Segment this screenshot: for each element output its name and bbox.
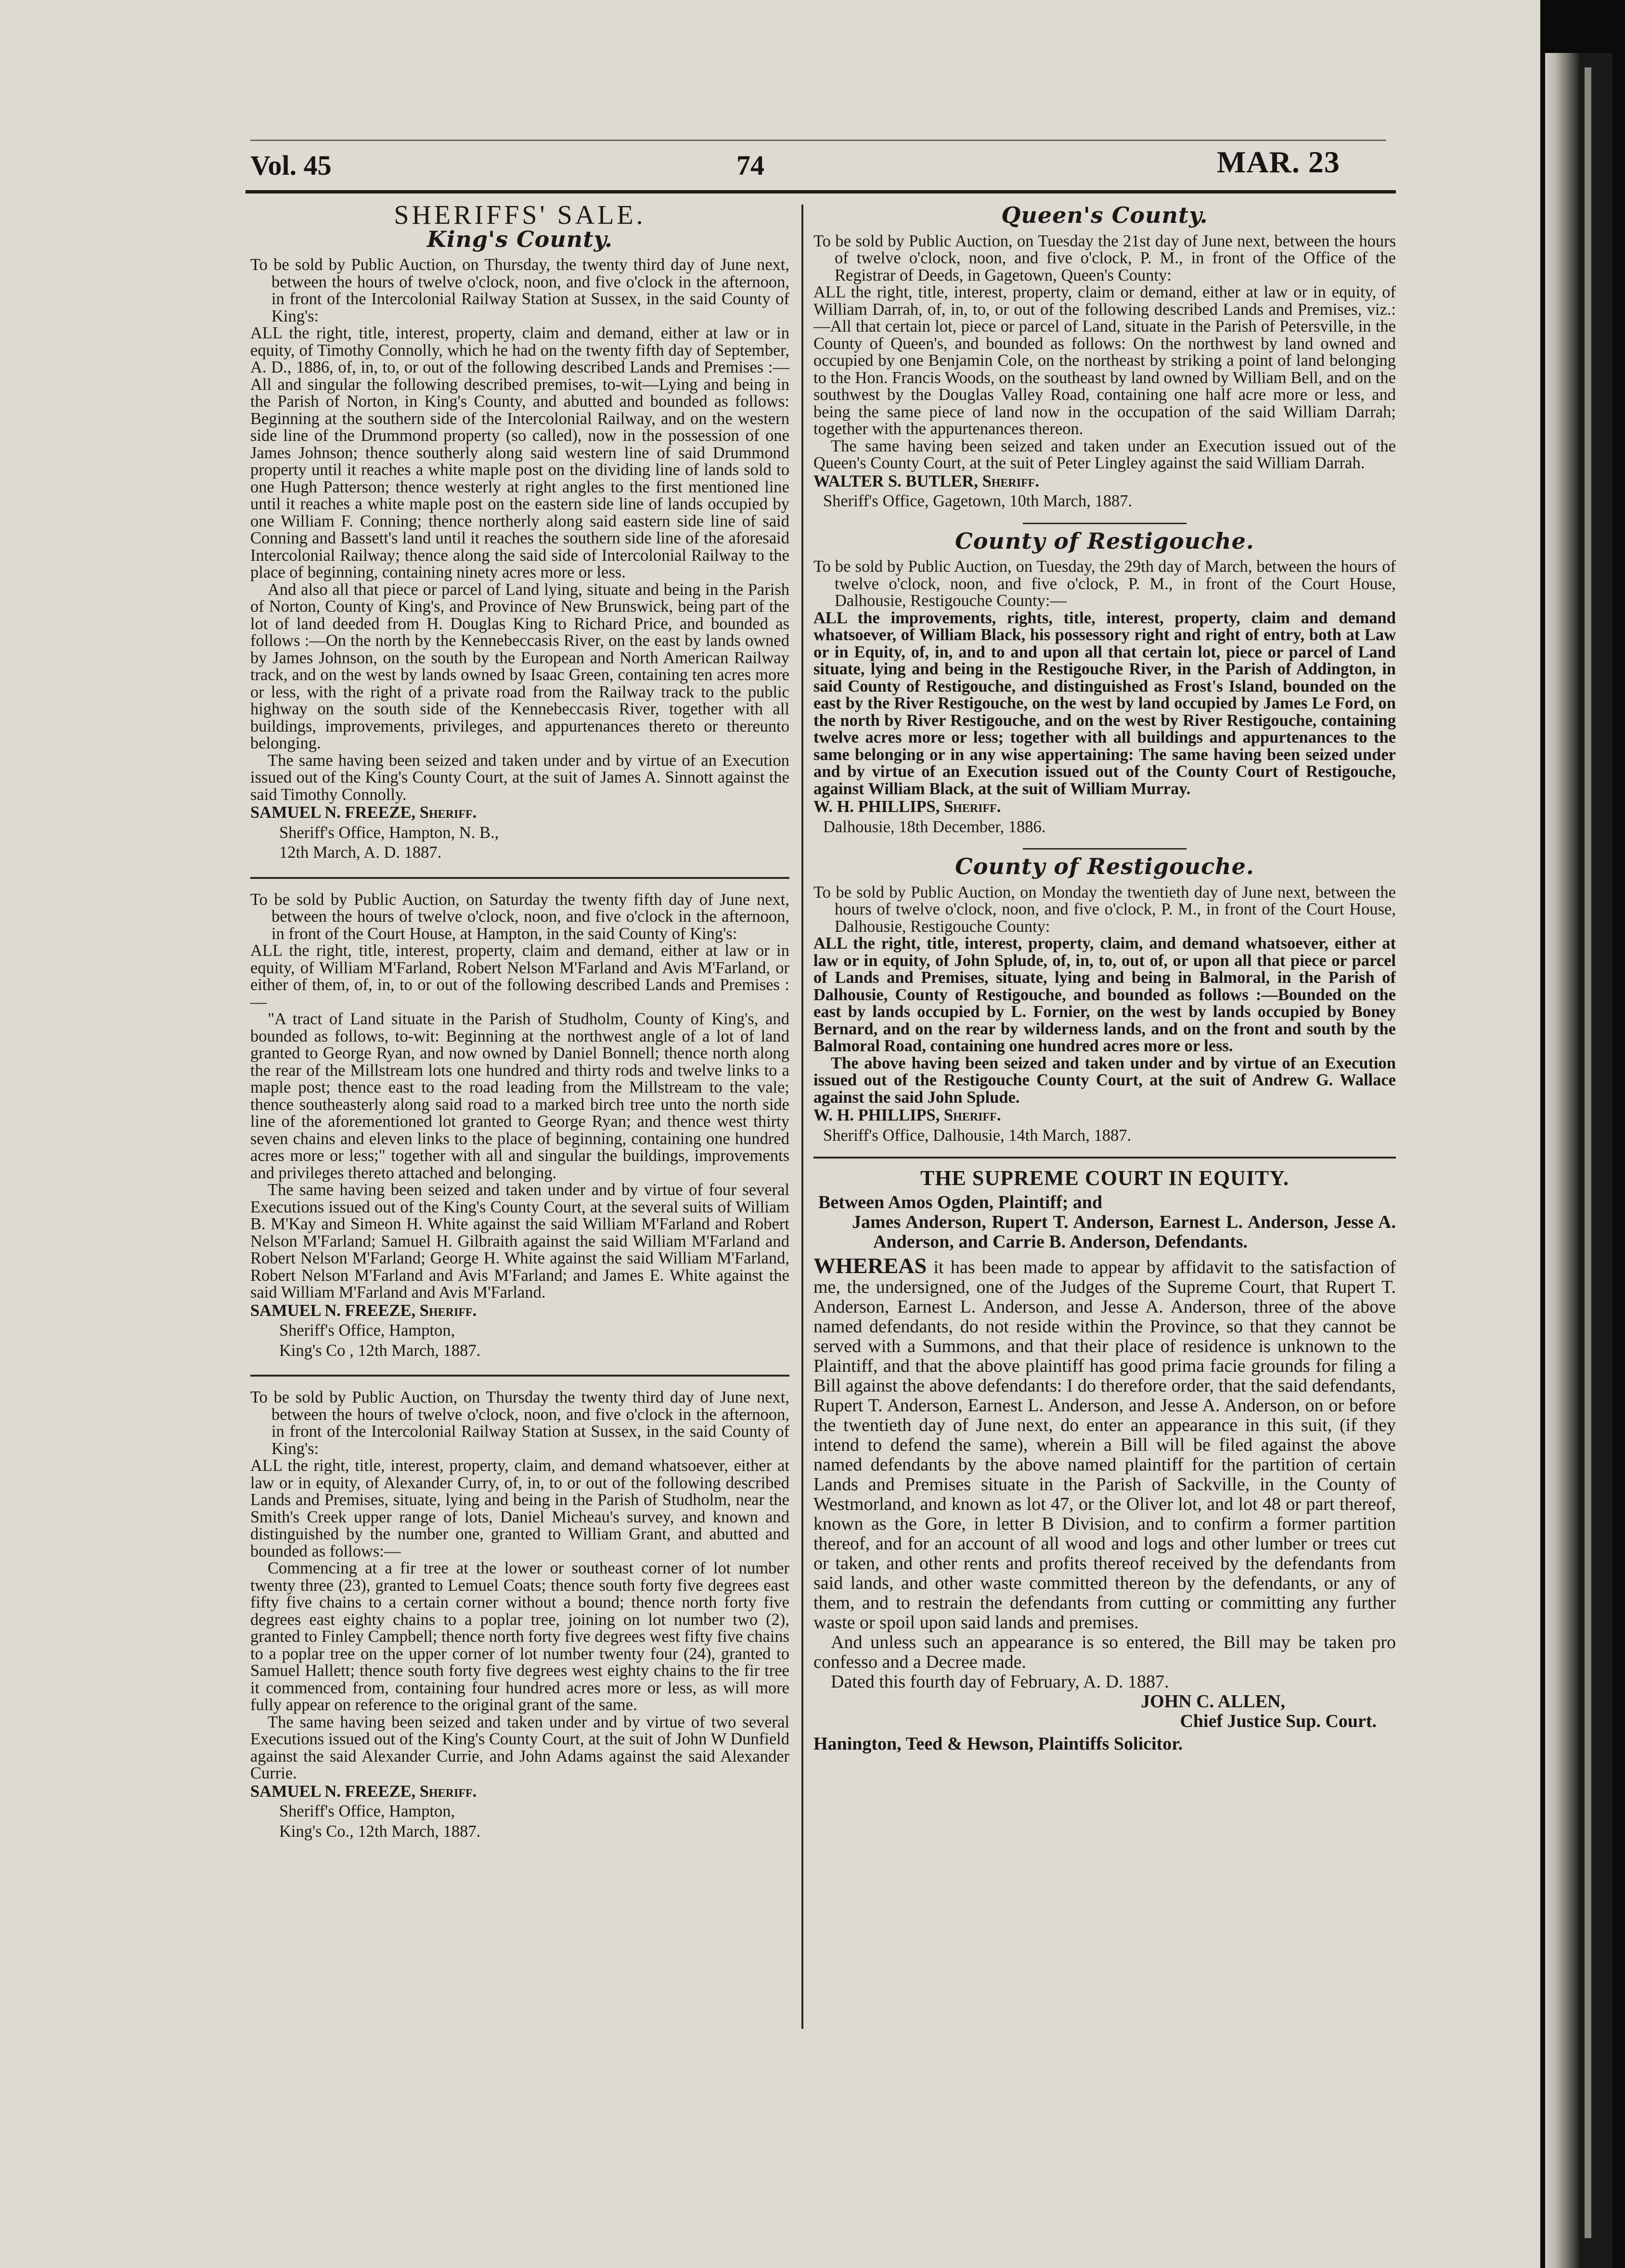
header-top-rule [250, 140, 1386, 141]
sheriff-signature: SAMUEL N. FREEZE, Sheriff. [250, 1301, 477, 1320]
page-number: 74 [736, 150, 764, 181]
restigouche-heading: County of Restigouche. [955, 528, 1254, 554]
notice-supreme-court: THE SUPREME COURT IN EQUITY. Between Amos Ogden, Plaintiff; and James Anderson, Rupert T. Anderson, Earnest L. Anderson, Jesse A. Anderson, and Carrie B. Anderson, Defendants. WHEREAS it has been made to appear by affidavit to the satisfaction of me, the undersigned, one of the Judges of the Supreme Court, that Rupert T. Anderson, Earnest L. Anderson, and Jesse A. Anderson, three of the above named defendants, do not reside within the Province, so that they cannot be served with a Summons, and that their place of residence is unknown to the Plaintiff, and that the above plaintiff has good prima facie grounds for filing a Bill against the above defendants: I do therefore order, that the said defendants, Rupert T. Anderson, Earnest L. Anderson, and Jesse A. Anderson, on or before the twentieth day of June next, do enter an appearance in this suit, (if they intend to defend the same), wherein a Bill will be filed against the above named defendants by the above named plaintiff for the partition of certain Lands and Premises situate in the Parish of Sackville, in the County of Westmorland, and known as lot 47, or the Oliver lot, and lot 48 or part thereof, known as the Gore, in letter B Division, and to confirm a former partition thereof, and for an account of all wood and logs and other lumber or trees cut or taken, and other rents and profits thereof received by the defendants from said lands, and other waste committed thereon by the defendants, or any of them, and to restrain the defendants from cutting or committing any further waste or spoil upon said lands and premises. And unless such an appearance is so entered, the Bill may be taken pro confesso and a Decree made. Dated this fourth day of February, A. D. 1887. JOHN C. ALLEN, Chief Justice Sup. Court. Hanington, Teed & Hewson, Plaintiffs Solicitor. [813, 1166, 1396, 1754]
kings-county-heading: King's County. [427, 226, 613, 252]
notice-separator [1023, 848, 1187, 850]
issue-date: MAR. 23 [1217, 145, 1340, 179]
notice-restigouche-black: County of Restigouche. To be sold by Public Auction, on Tuesday, the 29th day of March, between the hours of twelve o'clock, noon, and five o'clock, P. M., in front of the Court House, Dalhousie, Restigouche County:— ALL the improvements, rights, title, interest, property, claim and demand whatsoever, of William Black, his possessory right and right of entry, both at Law or in Equity, of, in, and to and upon all that certain lot, piece or parcel of Land situate, lying and being in the Restigouche River, in the Parish of Addington, in said County of Restigouche, and distinguished as Frost's Island, bounded on the east by the River Restigouche, on the west by land occupied by James Le Ford, on the north by River Restigouche, and on the west by River Restigouche, containing twelve acres more or less; together with all buildings and appurtenances to the same belonging or in any wise appertaining: The same having been seized under and by virtue of an Execution issued out of the County Court of Restigouche, against William Black, at the suit of William Murray. W. H. PHILLIPS, Sheriff. Dalhousie, 18th December, 1886. [813, 528, 1396, 836]
court-heading: THE SUPREME COURT IN EQUITY. [920, 1166, 1290, 1190]
column-divider [801, 205, 803, 2029]
right-column [813, 202, 1396, 1754]
notice-queens: Queen's County. To be sold by Public Auction, on Tuesday the 21st day of June next, between the hours of twelve o'clock, noon, and five o'clock, P. M., in front of the Office of the Registrar of Deeds, in Gagetown, Queen's County: ALL the right, title, interest, property, claim or demand, either at law or in equity, of William Darrah, of, in, to, or out of the following described Lands and Premises, viz.:—All that certain lot, piece or parcel of Land, situate in the Parish of Petersville, in the County of Queen's, and bounded as follows: On the northwest by land owned and occupied by one Benjamin Cole, on the northeast by striking a point of land belonging to the Hon. Francis Woods, on the southeast by land owned by William Bell, and on the southwest by the Douglas Valley Road, containing one half acre more or less, and being the same piece of land now in the occupation of the said William Darrah; together with the appurtenances thereon. The same having been seized and taken under an Execution issued out of the Queen's County Court, at the suit of Peter Lingley against the said William Darrah. WALTER S. BUTLER, Sheriff. Sheriff's Office, Gagetown, 10th March, 1887. [813, 202, 1396, 510]
sheriff-signature: W. H. PHILLIPS, Sheriff. [813, 1106, 1001, 1124]
notice-mfarland: To be sold by Public Auction, on Saturday the twenty fifth day of June next, between the hours of twelve o'clock, noon, and five o'clock in the afternoon, in front of the Court House, at Hampton, in the said County of King's: ALL the right, title, interest, property, claim and demand, either at law or in equity, of William M'Farland, Robert Nelson M'Farland and Avis M'Farland, or either of them, of, in, to or out of the following described Lands and Premises :— "A tract of Land situate in the Parish of Studholm, County of King's, and bounded as follows, to-wit: Beginning at the northwest angle of a lot of land granted to George Ryan, and now owned by Daniel Bonnell; thence north along the rear of the Millstream lots one hundred and thirty rods and twelve links to a maple post; thence east to the road leading from the Millstream to the vale; thence southeasterly along said road to a marked birch tree unto the north side line of the aforementioned lot granted to George Ryan; and thence west thirty seven chains and eleven links to the place of beginning, containing one hundred acres more or less;" together with all and singular the buildings, improvements and privileges thereto attached and belonging. The same having been seized and taken under and by virtue of four several Executions issued out of the King's County Court, at the several suits of William B. M'Kay and Simeon H. White against the said William M'Farland and Robert Nelson M'Farland; Samuel H. Gilbraith against the said William M'Farland and Robert Nelson M'Farland; George H. White against the said William M'Farland, Robert Nelson M'Farland and Avis M'Farland; and James E. White against the said William M'Farland and Avis M'Farland. SAMUEL N. FREEZE, Sheriff. Sheriff's Office, Hampton, King's Co , 12th March, 1887. [250, 890, 789, 1360]
notice-separator [250, 1375, 789, 1377]
notice-separator [1023, 523, 1187, 524]
sheriff-signature: W. H. PHILLIPS, Sheriff. [813, 798, 1001, 816]
header-bottom-rule [245, 190, 1396, 193]
section-title: SHERIFFS' SALE. [394, 200, 646, 230]
notice-separator [813, 1157, 1396, 1159]
book-page-edge [1545, 53, 1612, 2268]
sheriff-signature: SAMUEL N. FREEZE, Sheriff. [250, 803, 477, 822]
left-column [250, 200, 789, 1841]
notice-separator [250, 877, 789, 879]
notice-curry: To be sold by Public Auction, on Thursday the twenty third day of June next, between the hours of twelve o'clock, noon, and five o'clock in the afternoon, in front of the Intercolonial Railway Station at Sussex, in the said County of King's: ALL the right, title, interest, property, claim, and demand whatsoever, either at law or in equity, of Alexander Curry, of, in, to or out of the following described Lands and Premises, situate, lying and being in the Parish of Studholm, near the Smith's Creek upper range of lots, Daniel Micheau's survey, and known and distinguished by the number one, granted to William Grant, and abutted and bounded as follows:— Commencing at a fir tree at the lower or southeast corner of lot number twenty three (23), granted to Lemuel Coats; thence south forty five degrees east fifty five chains to a certain corner without a bound; thence north forty five degrees east eighty chains to a poplar tree, joining on lot number two (2), granted to Finley Campbell; thence north forty five degrees west fifty five chains to a poplar tree on the upper corner of lot number twenty four (24), granted to Samuel Hallett; thence south forty five degrees west eighty chains to the fir tree it commenced from, containing four hundred acres more or less, as will more fully appear on reference to the original grant of the same. The same having been seized and taken under and by virtue of two several Executions issued out of the King's County Court, at the suit of John W Dunfield against the said Alexander Currie, and John Adams against the said Alexander Currie. SAMUEL N. FREEZE, Sheriff. Sheriff's Office, Hampton, King's Co., 12th March, 1887. [250, 1388, 789, 1841]
notice-restigouche-splude: County of Restigouche. To be sold by Public Auction, on Monday the twentieth day of June next, between the hours of twelve o'clock, noon, and five o'clock, P. M., in front of the Court House, Dalhousie, Restigouche County: ALL the right, title, interest, property, claim, and demand whatsoever, either at law or in equity, of John Splude, of, in, to, out of, or upon all that piece or parcel of Lands and Premises, situate, lying and being in Balmoral, in the Parish of Dalhousie, County of Restigouche, and bounded as follows :—Bounded on the east by lands occupied by L. Fornier, on the west by lands occupied by Boney Bernard, and on the rear by wilderness lands, and on the front and south by the Balmoral Road, containing one hundred acres more or less. The above having been seized and taken under and by virtue of an Execution issued out of the Restigouche County Court, at the suit of Andrew G. Wallace against the said John Splude. W. H. PHILLIPS, Sheriff. Sheriff's Office, Dalhousie, 14th March, 1887. [813, 853, 1396, 1145]
volume-label: Vol. 45 [250, 150, 332, 181]
notice-connolly: To be sold by Public Auction, on Thursday, the twenty third day of June next, between the hours of twelve o'clock, noon, and five o'clock in the afternoon, in front of the Intercolonial Railway Station at Sussex, in the said County of King's: ALL the right, title, interest, property, claim and demand, either at law or in equity, of Timothy Connolly, which he had on the twenty fifth day of September, A. D., 1886, of, in, to, or out of the following described Lands and Premises :—All and singular the following described premises, to-wit—Lying and being in the Parish of Norton, in King's County, and abutted and bounded as follows: Beginning at the southern side of the Intercolonial Railway, and on the western side line of the Drummond property (so called), now in the possession of one James Johnson; thence southerly along said western line of said Drummond property until it reaches a white maple post on the dividing line of lands sold to one Hugh Patterson; thence westerly at right angles to the first mentioned line until it reaches a white maple post on the eastern side line of lands occupied by one William F. Conning; thence northerly along said eastern side line of said Conning and Bassett's land until it reaches the southern side line of the aforesaid Intercolonial Railway; thence along the said side of Intercolonial Railway to the place of beginning, containing ninety acres more or less. And also all that piece or parcel of Land lying, situate and being in the Parish of Norton, County of King's, and Province of New Brunswick, being part of the lot of land deeded from H. Douglas King to Richard Price, and bounded as follows :—On the north by the Kennebeccasis River, on the east by lands owned by James Johnson, on the south by the European and North American Railway track, and on the west by lands owned by Isaac Green, containing ten acres more or less, with the right of a private road from the Railway track to the public highway on the south side of the Kennebeccasis River, together with all buildings, improvements, privileges, and appurtenances thereto or thereunto belonging. The same having been seized and taken under and by virtue of an Execution issued out of the King's County Court, at the suit of James A. Sinnott against the said Timothy Connolly. SAMUEL N. FREEZE, Sheriff. Sheriff's Office, Hampton, N. B., 12th March, A. D. 1887. [250, 256, 789, 862]
sheriff-signature: SAMUEL N. FREEZE, Sheriff. [250, 1782, 477, 1801]
queens-county-heading: Queen's County. [1001, 202, 1208, 228]
whereas-paragraph: WHEREAS it has been made to appear by affidavit to the satisfaction of me, the undersigned, one of the Judges of the Supreme Court, that Rupert T. Anderson, Earnest L. Anderson, and Jesse A. Anderson, three of the above named defendants, do not reside within the Province, so that they cannot be served with a Summons, and that their place of residence is unknown to the Plaintiff, and that the above plaintiff has good prima facie grounds for filing a Bill against the above defendants: I do therefore order, that the said defendants, Rupert T. Anderson, Earnest L. Anderson, and Jesse A. Anderson, on or before the twentieth day of June next, do enter an appearance in this suit, (if they intend to defend the same), wherein a Bill will be filed against the above named defendants by the above named plaintiff for the partition of certain Lands and Premises situate in the Parish of Sackville, in the County of Westmorland, and known as lot 47, or the Oliver lot, and lot 48 or part thereof, known as the Gore, in letter B Division, and to confirm a former partition thereof, and for an account of all wood and logs and other lumber or trees cut or taken, and other rents and profits thereof received by the defendants from said lands, and other waste committed thereon by the defendants, or any of them, and to restrain the defendants from cutting or committing any further waste or spoil upon said lands and premises. [813, 1253, 1396, 1633]
sheriff-signature: WALTER S. BUTLER, Sheriff. [813, 472, 1040, 490]
restigouche-heading: County of Restigouche. [955, 853, 1254, 879]
